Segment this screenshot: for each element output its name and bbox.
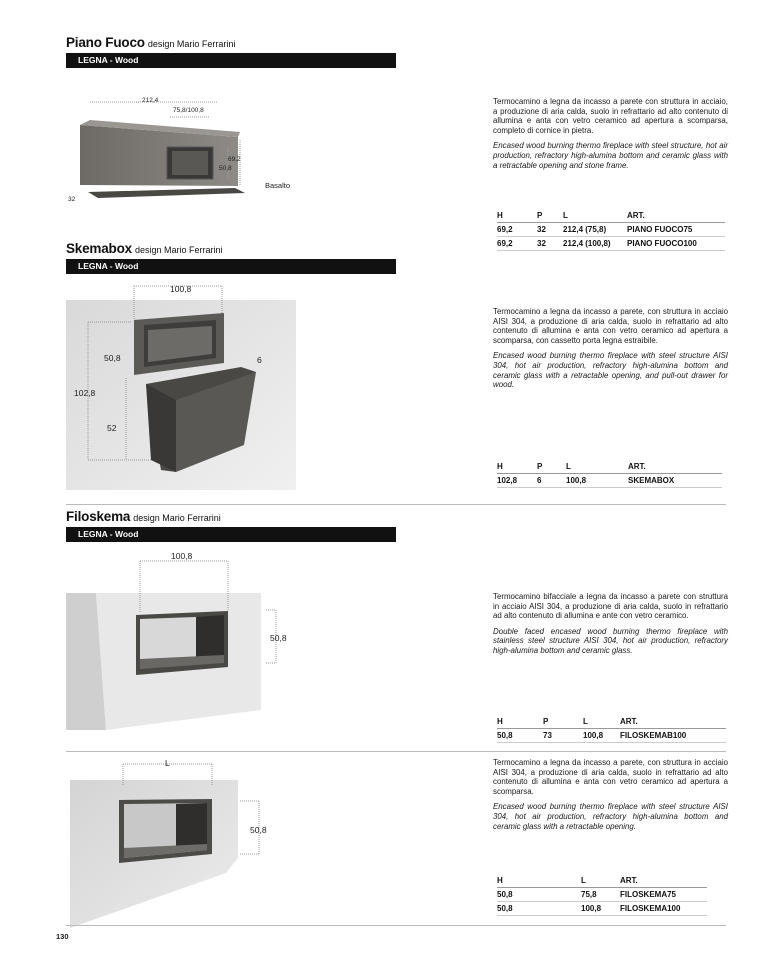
section-title-skemabox <box>66 241 222 256</box>
cell: FILOSKEMA100 <box>620 902 707 916</box>
description-italian: Termocamino a legna da incasso a parete, con struttura in acciaio AISI 304, a produzione di aria calda, suolo in refrattario ad alto contenuto di allumina e anta con vetro ceramico ad apertura a scomparsa. <box>493 758 728 796</box>
cell: 69,2 <box>497 237 537 251</box>
table-header <box>497 715 726 729</box>
description-english: Double faced encased wood burning thermo fireplace with stainless steel structure AISI 304, hot air production, refractory high-alumina bottom and ceramic glass. <box>493 626 728 655</box>
material-label: Basalto <box>265 181 291 190</box>
cell: 32 <box>537 223 563 237</box>
cell: 100,8 <box>566 474 628 488</box>
designer-credit: design Mario Ferrarini <box>134 245 223 255</box>
page-bottom-rule <box>66 925 726 926</box>
description-english: Encased wood burning thermo fireplace with steel structure AISI 304, hot air production, refractory high-alumina bottom and ceramic glass with a retractable opening. <box>493 802 728 831</box>
cell: 32 <box>537 237 563 251</box>
description-italian: Termocamino a legna da incasso a parete, con struttura in acciaio AISI 304, a produzione di aria calda, suolo in refrattario ad alto contenuto di allumina e anta con vetro ceramico ad apertura a scomparsa, con cassetto porta legna estraibile. <box>493 307 728 345</box>
dim-height: 69,2 <box>228 156 241 163</box>
table-row <box>497 474 722 488</box>
spec-table-skemabox <box>497 460 722 488</box>
header-h: H <box>497 874 581 888</box>
table-row <box>497 223 725 237</box>
cell: FILOSKEMAB100 <box>620 729 726 743</box>
designer-credit: design Mario Ferrarini <box>147 39 236 49</box>
table-row <box>497 237 725 251</box>
category-bar: LEGNA - Wood <box>66 53 396 68</box>
header-h: H <box>497 460 537 474</box>
description-filoskema <box>493 758 728 837</box>
header-h: H <box>497 209 537 223</box>
header-art: ART. <box>620 874 707 888</box>
filoskema-illustration <box>66 758 276 928</box>
description-english: Encased wood burning thermo fireplace with steel structure AISI 304, hot air production, refractory high-alumina bottom and ceramic glass with a retractable opening, and pull-out drawer for wood. <box>493 351 728 390</box>
dim-lower-height: 52 <box>107 423 117 433</box>
dim-height: 50,8 <box>250 825 267 835</box>
cell: SKEMABOX <box>628 474 722 488</box>
spec-table-piano-fuoco <box>497 209 725 251</box>
table-header <box>497 209 725 223</box>
cell: 50,8 <box>497 888 581 902</box>
cell: PIANO FUOCO100 <box>627 237 725 251</box>
description-italian: Termocamino bifacciale a legna da incasso a parete con struttura in acciaio AISI 304, a produzione di aria calda, suolo in refrattario ad alto contenuto di allumina e ante con vetro ceramico. <box>493 592 728 621</box>
table-row <box>497 902 707 916</box>
header-art: ART. <box>620 715 726 729</box>
table-row <box>497 888 707 902</box>
header-art: ART. <box>627 209 725 223</box>
category-bar: LEGNA - Wood <box>66 259 396 274</box>
filoskema-bifacial-illustration <box>66 555 286 735</box>
dim-depth: 32 <box>68 196 76 203</box>
dim-inner-height: 50,8 <box>219 165 232 172</box>
cell: 69,2 <box>497 223 537 237</box>
description-english: Encased wood burning thermo fireplace with steel structure, hot air production, refractory high-alumina bottom and ceramic glass with a retractable opening and stone frame. <box>493 141 728 170</box>
section-divider <box>66 751 726 752</box>
dim-depth: 6 <box>257 355 262 365</box>
cell: 6 <box>537 474 566 488</box>
description-italian: Termocamino a legna da incasso a parete con struttura in acciaio, a produzione di aria calda, suolo in refrattario ad alto contenuto di allumina e anta con vetro ceramico ad apertura a scomparsa, completo di cornice in pietra. <box>493 97 728 135</box>
cell: 73 <box>543 729 583 743</box>
dim-width: 100,8 <box>170 284 192 294</box>
cell: 75,8 <box>581 888 620 902</box>
dim-total-width: 212,4 <box>142 97 159 104</box>
section-divider <box>66 504 726 505</box>
dim-width: L <box>165 758 170 768</box>
dim-height: 50,8 <box>270 633 287 643</box>
dim-total-height: 102,8 <box>74 388 96 398</box>
description-piano-fuoco <box>493 97 728 176</box>
header-l: L <box>566 460 628 474</box>
header-l: L <box>563 209 627 223</box>
page-number: 130 <box>56 932 69 941</box>
cell: 100,8 <box>581 902 620 916</box>
cell: 50,8 <box>497 902 581 916</box>
dim-width: 100,8 <box>171 551 193 561</box>
product-name: Skemabox <box>66 241 132 256</box>
category-bar: LEGNA - Wood <box>66 527 396 542</box>
header-p: P <box>543 715 583 729</box>
section-title-piano-fuoco <box>66 35 235 50</box>
header-l: L <box>581 874 620 888</box>
designer-credit: design Mario Ferrarini <box>133 513 221 523</box>
product-name: Piano Fuoco <box>66 35 145 50</box>
table-header <box>497 460 722 474</box>
cell: 212,4 (100,8) <box>563 237 627 251</box>
header-h: H <box>497 715 543 729</box>
cell: 50,8 <box>497 729 543 743</box>
table-header <box>497 874 707 888</box>
cell: PIANO FUOCO75 <box>627 223 725 237</box>
description-skemabox <box>493 307 728 396</box>
dim-upper-height: 50,8 <box>104 353 121 363</box>
section-title-filoskema <box>66 509 221 524</box>
skemabox-illustration <box>66 280 298 492</box>
spec-table-filoskema <box>497 874 707 916</box>
cell: 100,8 <box>583 729 620 743</box>
cell: FILOSKEMA75 <box>620 888 707 902</box>
cell: 212,4 (75,8) <box>563 223 627 237</box>
description-filoskema-bifacial <box>493 592 728 662</box>
dim-inner-width: 75,8/100,8 <box>173 107 204 114</box>
product-name: Filoskema <box>66 509 131 524</box>
cell: 102,8 <box>497 474 537 488</box>
header-p: P <box>537 209 563 223</box>
header-art: ART. <box>628 460 722 474</box>
spec-table-filoskema-bifacial <box>497 715 726 743</box>
header-l: L <box>583 715 620 729</box>
table-row <box>497 729 726 743</box>
header-p: P <box>537 460 566 474</box>
